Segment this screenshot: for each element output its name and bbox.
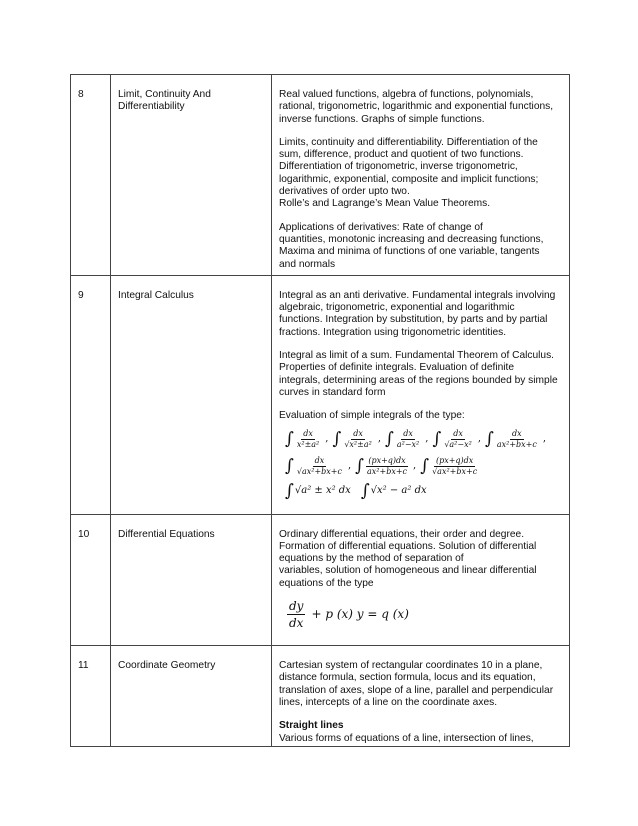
content-paragraph: Integral as an anti derivative. Fundamental integrals involving algebraic, trigonometric, exponential and logarithmic functions. Integration by substitution, by parts and by partial fractions. Integration using trigonometric identities. <box>279 289 556 338</box>
content-paragraph: Ordinary differential equations, their order and degree. Formation of differential equations. Solution of differential equations by the method of separation of variables, solution of homogeneous and linear differential equations of the type <box>279 528 537 589</box>
content-paragraph: Straight lines Various forms of equations of a line, intersection of lines, <box>279 720 563 745</box>
integral-formula: ∫ $\frac{(px+q)dx}{\text{ax²+bx+c}}$ <box>355 455 408 476</box>
table-row <box>71 514 570 645</box>
content-paragraph: Cartesian system of rectangular coordinates 10 in a plane, distance formula, section formula, locus and its equation, translation of axes, slope of a line, parallel and perpendicular lines, intercepts of a line on the coordinate axes. <box>279 660 554 708</box>
row-number: 9 <box>71 275 111 514</box>
integral-formula: ∫ $\frac{dx}{\text{a²−x²}}$ <box>385 428 420 449</box>
integral-formula: ∫ $\frac{dx}{\text{x²±a²}}$ <box>285 428 320 449</box>
integral-formula: ∫ $\frac{dx}{\text{ax²+bx+c}}$ <box>485 428 537 449</box>
content-paragraph: Real valued functions, algebra of functions, polynomials, rational, trigonometric, logarithmic and exponential functions, inverse functions. Graphs of simple functions. <box>279 89 554 125</box>
integral-formula: ∫ $\frac{dx}{\text{√ax²+bx+c}}$ <box>285 455 342 476</box>
row-topic: Differential Equations <box>111 514 272 645</box>
content-paragraph: Applications of derivatives: Rate of change of quantities, monotonic increasing and decreasing functions, Maxima and minima of functions of one variable, tangents and normals <box>279 221 544 270</box>
integral-formula: ∫ $\frac{dx}{\text{√x²±a²}}$ <box>332 428 372 449</box>
row-content <box>272 514 570 645</box>
table-row <box>71 275 570 514</box>
content-paragraph: Integral as limit of a sum. Fundamental Theorem of Calculus. Properties of definite integrals. Evaluation of definite integrals, determining areas of the regions bounded by simple curves in standard form <box>279 350 558 398</box>
row-content <box>272 275 570 514</box>
table-row <box>71 75 570 276</box>
table-row <box>71 646 570 747</box>
row-content <box>272 75 570 276</box>
integral-formulas-row-1: ∫ $\frac{dx}{\text{x²±a²}}$ , ∫ $\frac{dx}{\text{√x²±a²}}$ , ∫ $\frac{dx}{\text{a²−x²}}$ , ∫ $\frac{dx}{\text{√a²−x²}}$ , ∫ $\frac{dx}{\text{ax²+bx+c}}$ , <box>285 428 547 449</box>
content-paragraph: Evaluation of simple integrals of the type: <box>279 410 465 422</box>
differential-equation: $\frac{dy}{dx}$ + p (x) y = q (x) <box>289 599 409 631</box>
syllabus-table <box>70 74 570 747</box>
integral-formula: ∫ √a² ± x² dx <box>285 480 351 501</box>
row-content <box>272 646 570 747</box>
integral-formula: ∫ $\frac{(px+q)dx}{\text{√ax²+bx+c}}$ <box>420 455 478 476</box>
row-topic: Coordinate Geometry <box>111 646 272 747</box>
row-topic: Integral Calculus <box>111 275 272 514</box>
row-number: 8 <box>71 75 111 276</box>
subheading: Straight lines <box>279 720 344 732</box>
integral-formula: ∫ $\frac{dx}{\text{√a²−x²}}$ <box>432 428 472 449</box>
integral-formulas-row-3 <box>285 480 563 501</box>
content-paragraph: Limits, continuity and differentiability. Differentiation of the sum, difference, product and quotient of two functions. Differentiation of trigonometric, inverse trigonometric, logarithmic, exponential, composite and implicit functions; derivatives of order upto two. Rolle’s and Lagrange’s Mean Value Theorems. <box>279 136 539 210</box>
row-topic: Limit, Continuity And Differentiability <box>111 75 272 276</box>
integral-formulas-row-2: ∫ $\frac{dx}{\text{√ax²+bx+c}}$ , ∫ $\frac{(px+q)dx}{\text{ax²+bx+c}}$ , ∫ $\frac{(px+q)dx}{\text{√ax²+bx+c}}$ <box>285 455 478 476</box>
row-number: 11 <box>71 646 111 747</box>
row-number: 10 <box>71 514 111 645</box>
integral-formula: ∫ √x² − a² dx <box>360 480 427 501</box>
